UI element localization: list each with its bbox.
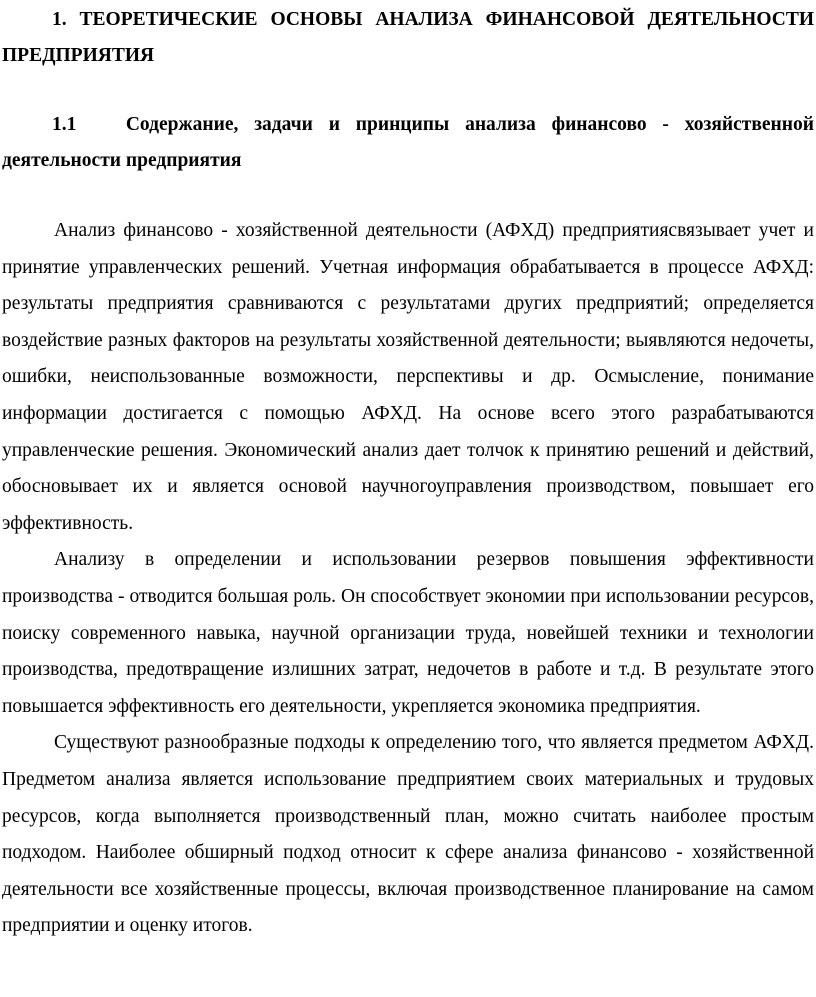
paragraph-2: Анализу в определении и использовании резервов повышения эффективности производства - отводится большая роль. Он способствует экономии при использовании ресурсов, поиску современного навыка, научной организации труда, новейшей техники и технологии производства, предотвращение излишних затрат, недочетов в работе и т.д. В результате этого повышается эффективность его деятельности, укрепляется экономика предприятия. bbox=[2, 549, 814, 717]
section-number: 1.1 bbox=[52, 114, 77, 135]
chapter-number: 1. bbox=[52, 9, 67, 30]
section-heading bbox=[2, 107, 814, 179]
chapter-title: ТЕОРЕТИЧЕСКИЕ ОСНОВЫ АНАЛИЗА ФИНАНСОВОЙ ДЕЯТЕЛЬНОСТИ ПРЕДПРИЯТИЯ bbox=[2, 9, 815, 66]
paragraph-3: Существуют разнообразные подходы к определению того, что является предметом АФХД. Предметом анализа является использование предприятием своих материальных и трудовых ресурсов, когда выполняется производственный план, можно считать наиболее простым подходом. Наиболее обширный подход относит к сфере анализа финансово - хозяйственной деятельности все хозяйственные процессы, включая производственное планирование на самом предприятии и оценку итогов. bbox=[2, 732, 814, 937]
paragraph-1: Анализ финансово - хозяйственной деятельности (АФХД) предприятиясвязывает учет и принятие управленческих решений. Учетная информация обрабатывается в процессе АФХД: результаты предприятия сравниваются с результатами других предприятий; определяется воздействие разных факторов на результаты хозяйственной деятельности; выявляются недочеты, ошибки, неиспользованные возможности, перспективы и др. Осмысление, понимание информации достигается с помощью АФХД. На основе всего этого разрабатываются управленческие решения. Экономический анализ дает толчок к принятию решений и действий, обосновывает их и является основой научногоуправления производством, повышает его эффективность. bbox=[2, 220, 814, 534]
body-text bbox=[2, 213, 814, 945]
chapter-heading bbox=[2, 2, 814, 74]
section-title: Содержание, задачи и принципы анализа финансово - хозяйственной деятельности предприятия bbox=[2, 114, 815, 171]
